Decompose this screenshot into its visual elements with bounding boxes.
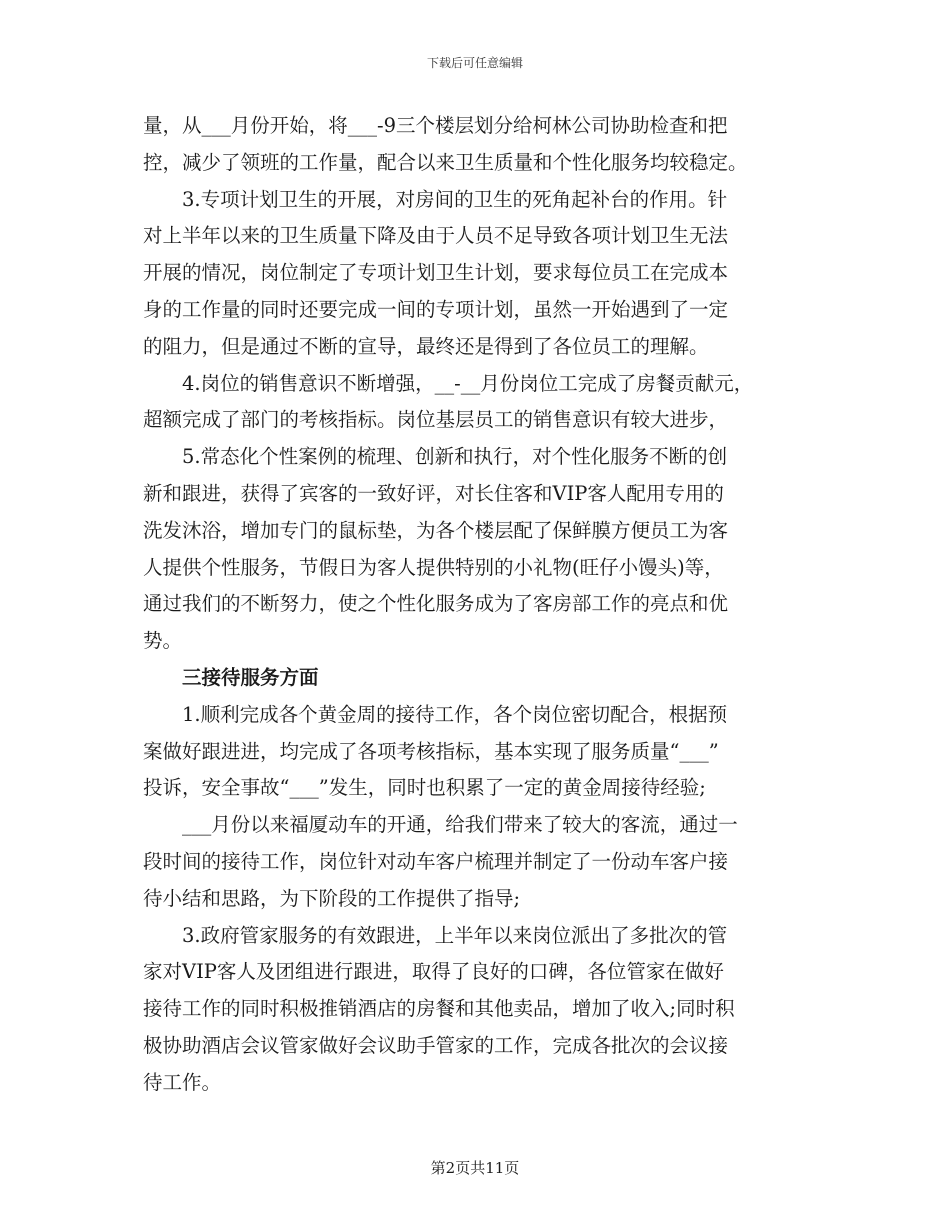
- text-line: 待工作。: [143, 1070, 222, 1094]
- document-body: [143, 108, 808, 1102]
- text-line: 5.常态化个性案例的梳理、创新和执行，对个性化服务不断的创: [182, 445, 728, 469]
- text-line: 洗发沐浴，增加专门的鼠标垫，为各个楼层配了保鲜膜方便员工为客: [143, 518, 729, 542]
- text-line: 待小结和思路，为下阶段的工作提供了指导;: [143, 886, 521, 910]
- text-line: 势。: [143, 629, 183, 653]
- text-line: 的阻力，但是通过不断的宣导，最终还是得到了各位员工的理解。: [143, 334, 709, 358]
- text-line: 控，减少了领班的工作量，配合以来卫生质量和个性化服务均较稳定。: [143, 150, 748, 174]
- page-header: 下载后可任意编辑: [426, 56, 523, 70]
- text-line: 开展的情况，岗位制定了专项计划卫生计划，要求每位员工在完成本: [143, 261, 729, 285]
- text-line: 极协助酒店会议管家做好会议助手管家的工作，完成各批次的会议接: [143, 1033, 729, 1057]
- text-line: 案做好跟进进，均完成了各项考核指标，基本实现了服务质量“___”: [143, 739, 719, 763]
- text-line: 通过我们的不断努力，使之个性化服务成为了客房部工作的亮点和优: [143, 592, 729, 616]
- text-line: 新和跟进，获得了宾客的一致好评，对长住客和VIP客人配用专用的: [143, 481, 724, 505]
- text-line: 接待工作的同时积极推销酒店的房餐和其他卖品，增加了收入;同时积: [143, 997, 735, 1021]
- text-line: 身的工作量的同时还要完成一间的专项计划，虽然一开始遇到了一定: [143, 297, 729, 321]
- page-footer: 第2页共11页: [430, 1159, 520, 1177]
- text-line: 家对VIP客人及团组进行跟进，取得了良好的口碑，各位管家在做好: [143, 960, 724, 984]
- text-line: 3.政府管家服务的有效跟进，上半年以来岗位派出了多批次的管: [182, 923, 728, 947]
- text-line: 对上半年以来的卫生质量下降及由于人员不足导致各项计划卫生无法: [143, 224, 729, 248]
- text-line: 人提供个性服务，节假日为客人提供特别的小礼物(旺仔小馒头)等，: [143, 555, 724, 579]
- text-line: 1.顺利完成各个黄金周的接待工作，各个岗位密切配合，根据预: [182, 702, 728, 726]
- text-line: 段时间的接待工作，岗位针对动车客户梳理并制定了一份动车客户接: [143, 849, 729, 873]
- text-line: ___月份以来福厦动车的开通，给我们带来了较大的客流，通过一: [182, 813, 738, 837]
- text-line: 超额完成了部门的考核指标。岗位基层员工的销售意识有较大进步，: [143, 408, 729, 432]
- text-line: 量，从___月份开始，将___-9三个楼层划分给柯林公司协助检查和把: [143, 114, 728, 137]
- text-line: 投诉，安全事故“___”发生，同时也积累了一定的黄金周接待经验;: [143, 776, 706, 800]
- text-line: 3.专项计划卫生的开展，对房间的卫生的死角起补台的作用。针: [182, 187, 728, 211]
- text-line: 4.岗位的销售意识不断增强，__-__月份岗位工完成了房餐贡献元，: [182, 371, 754, 395]
- section-heading: 三接待服务方面: [182, 665, 319, 689]
